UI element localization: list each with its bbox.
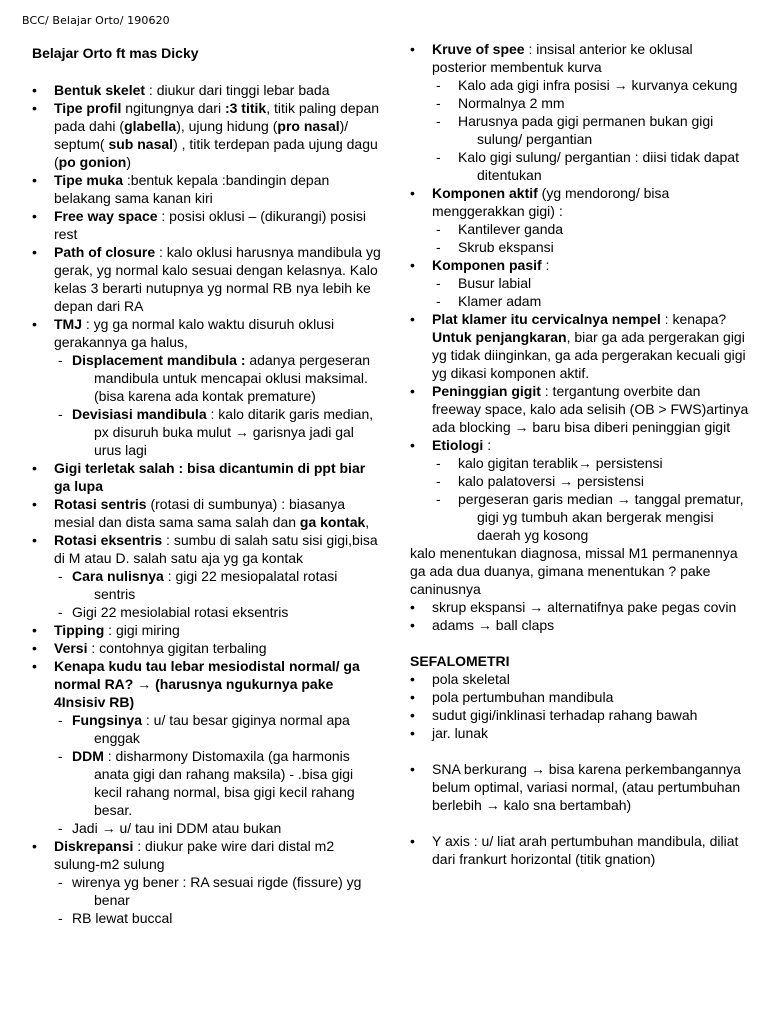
list-item (32, 315, 382, 459)
list-item-text: Rotasi eksentris : sumbu di salah satu sisi gigi,bisa di M atau D. salah satu aja yg ga kontak (54, 532, 378, 566)
sub-list-item: - Fungsinya : u/ tau besar giginya normal apa enggak (54, 711, 382, 747)
sub-list-item: - Gigi 22 mesiolabial rotasi eksentris (54, 603, 382, 621)
left-bullet-list (32, 81, 382, 927)
sub-list (432, 454, 750, 544)
sub-list-item: - Busur labial (432, 274, 750, 292)
list-item-text: Bentuk skelet : diukur dari tinggi lebar bada (54, 82, 330, 98)
list-item-text: Tipping : gigi miring (54, 622, 180, 638)
list-item-text: Etiologi : (432, 437, 492, 453)
list-item-text: pola pertumbuhan mandibula (432, 689, 614, 705)
list-item (410, 616, 750, 634)
list-item (410, 256, 750, 310)
list-item (32, 207, 382, 243)
list-item (410, 382, 750, 436)
sub-list-item: - pergeseran garis median → tanggal prematur, gigi yg tumbuh akan bergerak mengisi daerah yg kosong (432, 490, 750, 544)
list-item-text: skrup ekspansi → alternatifnya pake pegas covin (432, 599, 737, 615)
list-item (410, 706, 750, 724)
sub-list (432, 274, 750, 310)
list-item (410, 184, 750, 256)
sub-list-item: - RB lewat buccal (54, 909, 382, 927)
list-item-text: Komponen aktif (yg mendorong/ bisa menggerakkan gigi) : (432, 185, 670, 219)
sub-list-item: - Kalo ada gigi infra posisi → kurvanya cekung (432, 76, 750, 94)
left-column (32, 40, 382, 927)
list-item (32, 657, 382, 837)
sub-list-item: - Normalnya 2 mm (432, 94, 750, 112)
sub-list-item: - kalo palatoversi → persistensi (432, 472, 750, 490)
sub-list-item: - DDM : disharmony Distomaxila (ga harmonis anata gigi dan rahang maksila) - .bisa gigi kecil rahang normal, bisa gigi kecil rahang besar. (54, 747, 382, 819)
list-item (410, 670, 750, 688)
spacer (410, 634, 750, 652)
list-item-text: Peninggian gigit : tergantung overbite dan freeway space, kalo ada selisih (OB > FWS)artinya ada blocking → baru bisa diberi peninggian gigit (432, 383, 749, 435)
list-item (32, 459, 382, 495)
right-bullet-list-d (410, 760, 750, 814)
list-item (32, 639, 382, 657)
sub-list-item: - Harusnya pada gigi permanen bukan gigi sulung/ pergantian (432, 112, 750, 148)
page-title: Belajar Orto ft mas Dicky (32, 45, 199, 61)
list-item-text: Kruve of spee : insisal anterior ke oklusal posterior membentuk kurva (432, 41, 693, 75)
right-bullet-list-c (410, 670, 750, 742)
list-item (410, 832, 750, 868)
list-item (410, 310, 750, 382)
list-item-text: Free way space : posisi oklusi – (dikurangi) posisi rest (54, 208, 367, 242)
list-item (410, 40, 750, 184)
sub-list-item: - kalo gigitan terablik→ persistensi (432, 454, 750, 472)
sub-list (432, 220, 750, 256)
right-bullet-list-b (410, 598, 750, 634)
list-item (32, 99, 382, 171)
diagnosis-paragraph: kalo menentukan diagnosa, missal M1 permanennya ga ada dua duanya, gimana menentukan ? pake caninusnya (410, 545, 738, 597)
list-item-text: Y axis : u/ liat arah pertumbuhan mandibula, diliat dari frankurt horizontal (titik gnation) (432, 833, 739, 867)
list-item (32, 531, 382, 621)
list-item (410, 688, 750, 706)
list-item-text: sudut gigi/inklinasi terhadap rahang bawah (432, 707, 698, 723)
list-item-text: SNA berkurang → bisa karena perkembangannya belum optimal, variasi normal, (atau pertumbuhan berlebih → kalo sna bertambah) (432, 761, 741, 813)
sub-list-item: - Kantilever ganda (432, 220, 750, 238)
sub-list-item: - Devisiasi mandibula : kalo ditarik garis median, px disuruh buka mulut → garisnya jadi gal urus lagi (54, 405, 382, 459)
list-item-text: Tipe muka :bentuk kepala :bandingin depan belakang sama kanan kiri (54, 172, 330, 206)
list-item (410, 724, 750, 742)
list-item (410, 436, 750, 544)
list-item-text: Gigi terletak salah : bisa dicantumin di ppt biar ga lupa (54, 460, 366, 494)
list-item-text: TMJ : yg ga normal kalo waktu disuruh oklusi gerakannya ga halus, (54, 316, 335, 350)
list-item (32, 243, 382, 315)
sub-list (432, 76, 750, 184)
right-bullet-list-e (410, 832, 750, 868)
spacer (410, 742, 750, 760)
sub-list-item: - Displacement mandibula : adanya pergeseran mandibula untuk mencapai oklusi maksimal. (bisa karena ada kontak premature) (54, 351, 382, 405)
list-item-text: Diskrepansi : diukur pake wire dari distal m2 sulung-m2 sulung (54, 838, 335, 872)
sub-list-item: - Skrub ekspansi (432, 238, 750, 256)
list-item (32, 621, 382, 639)
list-item (410, 598, 750, 616)
sub-list-item: - wirenya yg bener : RA sesuai rigde (fissure) yg benar (54, 873, 382, 909)
list-item-text: Plat klamer itu cervicalnya nempel : kenapa? Untuk penjangkaran, biar ga ada pergerakan gigi yg tidak diinginkan, ga ada pergerakan kecuali gigi yg dikasi komponen aktif. (432, 311, 746, 381)
sub-list (54, 351, 382, 459)
spacer (410, 814, 750, 832)
sub-list-item: - Jadi → u/ tau ini DDM atau bukan (54, 819, 382, 837)
sub-list-item: - Cara nulisnya : gigi 22 mesiopalatal rotasi sentris (54, 567, 382, 603)
list-item-text: Rotasi sentris (rotasi di sumbunya) : biasanya mesial dan dista sama sama salah dan ga kontak, (54, 496, 370, 530)
list-item-text: Path of closure : kalo oklusi harusnya mandibula yg gerak, yg normal kalo sesuai dengan kelasnya. Kalo kelas 3 berarti nutupnya yg normal RB nya lebih ke depan dari RA (54, 244, 381, 314)
list-item (32, 171, 382, 207)
sub-list (54, 873, 382, 927)
list-item-text: Tipe profil ngitungnya dari :3 titik, titik paling depan pada dahi (glabella), ujung hidung (pro nasal)/ septum( sub nasal) , titik terdepan pada ujung dagu (po gonion) (54, 100, 380, 170)
document-header: BCC/ Belajar Orto/ 190620 (22, 14, 170, 27)
list-item-text: Versi : contohnya gigitan terbaling (54, 640, 267, 656)
list-item-text: adams → ball claps (432, 617, 555, 633)
list-item-text: Komponen pasif : (432, 257, 550, 273)
sub-list (54, 567, 382, 621)
sub-list-item: - Klamer adam (432, 292, 750, 310)
sub-list-item: - Kalo gigi sulung/ pergantian : diisi tidak dapat ditentukan (432, 148, 750, 184)
list-item-text: pola skeletal (432, 671, 510, 687)
list-item (410, 760, 750, 814)
list-item-text: Kenapa kudu tau lebar mesiodistal normal/ ga normal RA? → (harusnya ngukurnya pake 4Insisiv RB) (54, 658, 360, 710)
right-bullet-list-a (410, 40, 750, 544)
sub-list (54, 711, 382, 837)
section-title-sefalometri: SEFALOMETRI (410, 653, 510, 669)
list-item (32, 495, 382, 531)
right-column (410, 40, 750, 868)
list-item (32, 81, 382, 99)
list-item-text: jar. lunak (432, 725, 489, 741)
list-item (32, 837, 382, 927)
